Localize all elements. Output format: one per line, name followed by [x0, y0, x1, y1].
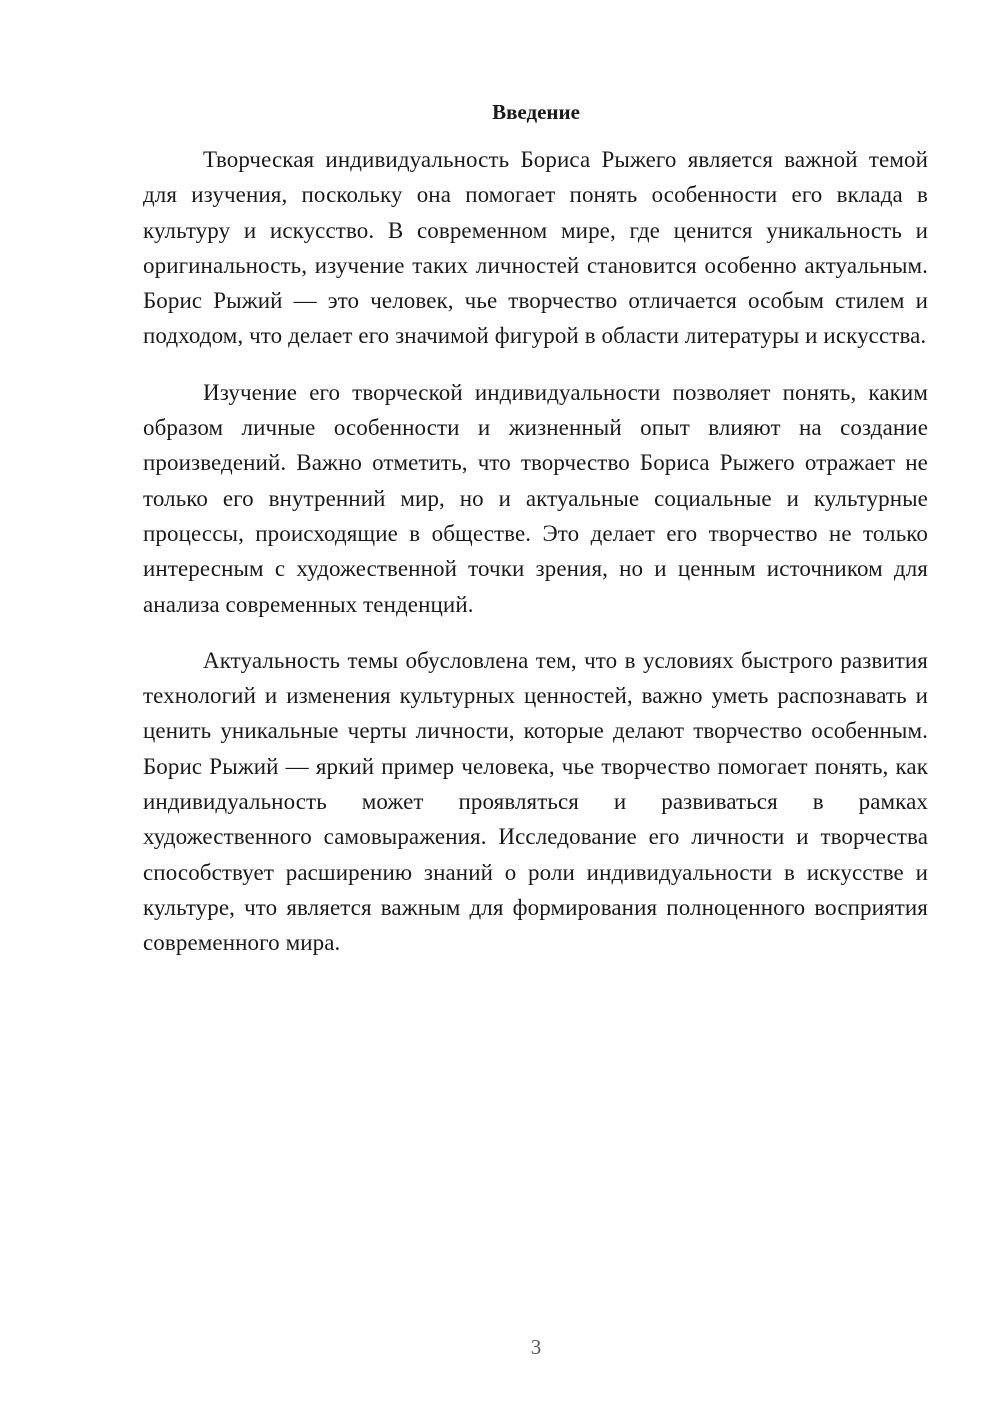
paragraph-2: Изучение его творческой индивидуальности позволяет понять, каким образом личные особенности и жизненный опыт влияют на создание произведений. Важно отметить, что творчество Бориса Рыжего отражает не только его внутренний мир, но и актуальные социальные и культурные процессы, происходящие в обществе. Это делает его творчество не только интересным с художественной точки зрения, но и ценным источником для анализа современных тенденций. — [143, 379, 928, 617]
section-title: Введение — [492, 100, 580, 124]
page-number: 3 — [530, 1335, 542, 1359]
body-text — [143, 142, 928, 982]
paragraph-1: Творческая индивидуальность Бориса Рыжего является важной темой для изучения, поскольку она помогает понять особенности его вклада в культуру и искусство. В современном мире, где ценится уникальность и оригинальность, изучение таких личностей становится особенно актуальным. Борис Рыжий — это человек, чье творчество отличается особым стилем и подходом, что делает его значимой фигурой в области литературы и искусства. — [143, 147, 928, 349]
paragraph-3: Актуальность темы обусловлена тем, что в условиях быстрого развития технологий и изменения культурных ценностей, важно уметь распознавать и ценить уникальные черты личности, которые делают творчество особенным. Борис Рыжий — яркий пример человека, чье творчество помогает понять, как индивидуальность может проявляться и развиваться в рамках художественного самовыражения. Исследование его личности и творчества способствует расширению знаний о роли индивидуальности в искусстве и культуре, что является важным для формирования полноценного восприятия современного мира. — [143, 647, 928, 956]
